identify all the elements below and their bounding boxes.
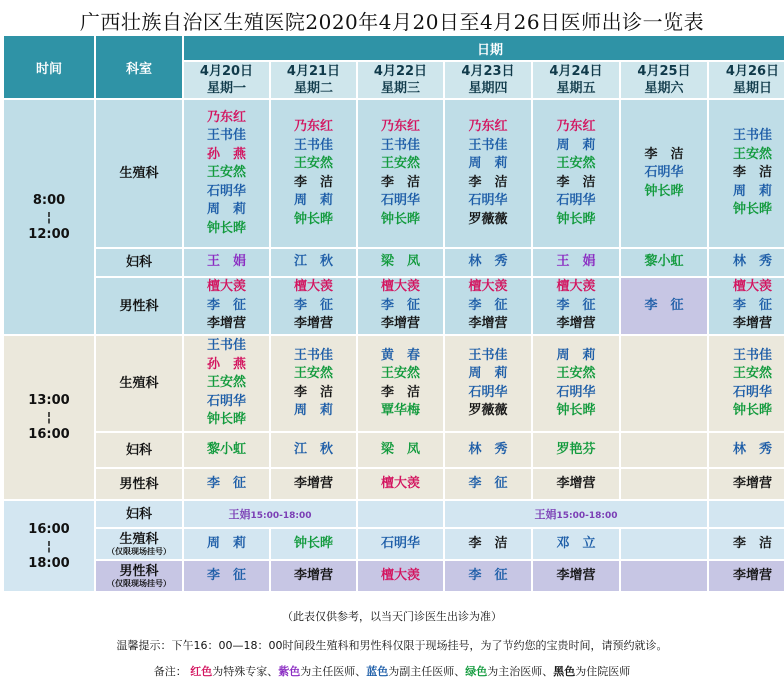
- schedule-cell: [271, 100, 356, 247]
- day-header: [184, 62, 269, 98]
- day-weekday: 星期日: [732, 81, 772, 96]
- doctor-name: 王娟15:00-18:00: [534, 508, 618, 521]
- schedule-cell: [709, 100, 784, 247]
- schedule-cell: [533, 529, 619, 559]
- slot-end: 16:00: [28, 427, 70, 442]
- doctor-name: 周 莉: [206, 535, 246, 551]
- doctor-name: 孙 燕: [206, 146, 246, 162]
- schedule-cell: [184, 529, 269, 559]
- doctor-name: 周 莉: [732, 183, 772, 199]
- dept-gynecology: 妇科: [96, 501, 182, 527]
- doctor-name: 李 洁: [556, 174, 596, 190]
- reference-note: （此表仅供参考，以当天门诊医生出诊为准）: [282, 610, 502, 623]
- doctor-name: 石明华: [380, 193, 420, 208]
- dept-gynecology: 妇科: [96, 249, 182, 276]
- doctor-name: 李 征: [206, 297, 246, 313]
- schedule-cell: [271, 278, 356, 334]
- doctor-name: 檀大羡: [380, 475, 420, 491]
- doctor-name: 钟长晔: [293, 211, 333, 227]
- dept-gynecology: 妇科: [96, 433, 182, 467]
- schedule-cell: [533, 433, 619, 467]
- slot-start: 16:00: [28, 521, 70, 537]
- schedule-cell-empty: [621, 469, 707, 499]
- time-slot-evening: [4, 501, 94, 591]
- doctor-name: 檀大羡: [206, 279, 246, 295]
- time-slot-morning: [4, 100, 94, 334]
- legend-desc: 为住院医师: [575, 665, 631, 678]
- time-header: 时间: [4, 36, 94, 98]
- doctor-name: 李 洁: [732, 535, 772, 551]
- schedule-cell: [533, 336, 619, 431]
- doctor-name: 石明华: [644, 165, 684, 181]
- schedule-cell: [445, 469, 531, 499]
- doctor-name: 覃华梅: [380, 403, 420, 418]
- doctor-name: 黎小虹: [206, 441, 246, 457]
- day-weekday: 星期一: [206, 81, 246, 96]
- slot-start: 8:00: [32, 192, 66, 208]
- schedule-cell: [709, 433, 784, 467]
- doctor-name: 王安然: [380, 156, 420, 171]
- doctor-name: 石明华: [732, 384, 772, 400]
- slot-sep: ¦: [46, 538, 52, 554]
- doctor-name: 李 征: [468, 475, 508, 491]
- schedule-cell: [184, 433, 269, 467]
- doctor-name: 江 秋: [293, 441, 333, 457]
- dept-reproductive: 生殖科: [96, 336, 182, 431]
- time-slot-afternoon: [4, 336, 94, 499]
- schedule-cell: [533, 100, 619, 247]
- doctor-name: 李 征: [206, 567, 246, 583]
- schedule-cell: [445, 561, 531, 591]
- schedule-cell: [184, 249, 269, 276]
- dept-header: 科室: [96, 36, 182, 98]
- doctor-name: 王安然: [380, 366, 420, 381]
- day-date: 4月20日: [199, 64, 254, 79]
- legend-color-label: 紫色: [278, 665, 301, 678]
- onsite-note: （仅限现场挂号）: [107, 546, 171, 556]
- doctor-name: 李 洁: [468, 174, 508, 190]
- doctor-name: 王安然: [293, 156, 333, 171]
- day-date: 4月25日: [637, 64, 691, 79]
- doctor-name: 王安然: [732, 146, 772, 162]
- doctor-name: 王书佳: [293, 137, 333, 153]
- doctor-name: 周 莉: [468, 156, 508, 171]
- doctor-name: 李增营: [206, 316, 246, 332]
- gyn-span-thu-sat: [445, 501, 707, 527]
- doctor-name: 檀大羡: [293, 279, 333, 295]
- doctor-name: 王 娟: [556, 254, 596, 270]
- schedule-cell: [358, 469, 443, 499]
- doctor-name: 钟长晔: [644, 183, 684, 199]
- schedule-cell-empty: [358, 501, 443, 527]
- date-header: 日期: [184, 36, 784, 60]
- schedule-cell: [184, 336, 269, 431]
- day-header: [533, 62, 619, 98]
- doctor-name: 李 征: [556, 297, 596, 313]
- schedule-cell: [184, 561, 269, 591]
- doctor-name: 罗薇薇: [468, 403, 508, 418]
- doctor-name: 林 秀: [468, 441, 508, 457]
- doctor-name: 乃东红: [206, 109, 246, 125]
- schedule-cell: [358, 249, 443, 276]
- doctor-name: 李 征: [293, 297, 333, 313]
- schedule-table: [4, 36, 780, 598]
- doctor-name: 王安然: [206, 165, 246, 181]
- schedule-cell: [358, 561, 443, 591]
- page-title: 广西壮族自治区生殖医院2020年4月20日至4月26日医师出诊一览表: [79, 10, 705, 34]
- doctor-name: 李 征: [380, 297, 420, 313]
- doctor-name: 李增营: [293, 475, 333, 491]
- doctor-name: 钟长晔: [732, 202, 772, 218]
- doctor-name: 钟长晔: [293, 535, 333, 551]
- doctor-name: 王安然: [556, 156, 596, 171]
- doctor-name: 李 征: [206, 475, 246, 491]
- legend-desc: 为特殊专家、: [212, 665, 279, 678]
- schedule-cell: [445, 100, 531, 247]
- doctor-name: 檀大羡: [380, 279, 420, 295]
- day-date: 4月26日: [725, 64, 780, 79]
- schedule-cell: [709, 336, 784, 431]
- gyn-span-mon-tue: [184, 501, 356, 527]
- schedule-cell: [445, 336, 531, 431]
- schedule-cell: [184, 100, 269, 247]
- doctor-name: 李 洁: [293, 384, 333, 400]
- doctor-name: 石明华: [468, 384, 508, 400]
- schedule-cell: [184, 469, 269, 499]
- doctor-name: 罗艳芬: [556, 441, 596, 457]
- schedule-cell: [271, 336, 356, 431]
- schedule-cell-empty: [621, 336, 707, 431]
- schedule-cell: [621, 100, 707, 247]
- doctor-name: 王书佳: [732, 128, 772, 144]
- doctor-name: 王安然: [206, 375, 246, 391]
- doctor-name: 王书佳: [380, 137, 420, 153]
- day-weekday: 星期四: [468, 81, 508, 96]
- doctor-name: 梁 凤: [380, 254, 420, 270]
- slot-sep: ¦: [46, 410, 52, 425]
- doctor-name: 李 征: [644, 297, 684, 313]
- schedule-cell: [271, 469, 356, 499]
- doctor-name: 梁 凤: [380, 441, 420, 457]
- slot-end: 18:00: [28, 555, 70, 571]
- doctor-name: 周 莉: [556, 347, 596, 363]
- dept-reproductive: 生殖科: [96, 100, 182, 247]
- legend-prefix: 备注：: [153, 665, 187, 678]
- day-date: 4月22日: [373, 64, 428, 79]
- doctor-name: 李 洁: [293, 174, 333, 190]
- tip-note: 温馨提示：下午16：00—18：00时间段生殖科和男性科仅限于现场挂号，为了节约您的宝贵时间，请预约就诊。: [116, 639, 668, 652]
- doctor-name: 李增营: [293, 316, 333, 332]
- doctor-name: 王书佳: [206, 338, 246, 354]
- doctor-name: 檀大羡: [732, 279, 772, 295]
- onsite-note: （仅限现场挂号）: [107, 578, 171, 588]
- schedule-cell: [621, 278, 707, 334]
- legend-color-label: 红色: [190, 665, 213, 678]
- legend-color-label: 绿色: [465, 665, 488, 678]
- doctor-name: 王 娟: [206, 254, 246, 270]
- doctor-name: 江 秋: [293, 254, 333, 270]
- schedule-cell: [271, 433, 356, 467]
- doctor-name: 石明华: [556, 193, 596, 208]
- day-header: [621, 62, 707, 98]
- doctor-name: 李 征: [468, 297, 508, 313]
- schedule-cell: [533, 469, 619, 499]
- day-header: [709, 62, 784, 98]
- schedule-cell-empty: [621, 529, 707, 559]
- schedule-cell: [533, 561, 619, 591]
- doctor-name: 李增营: [468, 316, 508, 332]
- doctor-name: 王安然: [293, 366, 333, 381]
- doctor-name: 李增营: [380, 316, 420, 332]
- schedule-cell: [358, 278, 443, 334]
- doctor-name: 周 莉: [293, 403, 333, 418]
- doctor-name: 李增营: [556, 475, 596, 491]
- legend-desc: 为副主任医师、: [388, 665, 466, 678]
- schedule-cell: [621, 249, 707, 276]
- schedule-cell: [709, 529, 784, 559]
- doctor-name: 林 秀: [732, 254, 772, 270]
- legend-color-label: 蓝色: [366, 665, 389, 678]
- day-date: 4月23日: [461, 64, 515, 79]
- schedule-cell: [358, 433, 443, 467]
- doctor-name: 李增营: [732, 567, 772, 583]
- doctor-name: 李 征: [468, 567, 508, 583]
- doctor-name: 乃东红: [468, 119, 508, 134]
- doctor-name: 王书佳: [732, 347, 772, 363]
- doctor-name: 罗薇薇: [468, 211, 508, 227]
- day-weekday: 星期二: [293, 81, 333, 96]
- doctor-name: 周 莉: [293, 193, 333, 208]
- schedule-cell-empty: [621, 561, 707, 591]
- doctor-name: 王书佳: [468, 137, 508, 153]
- doctor-name: 钟长晔: [380, 211, 420, 227]
- schedule-cell: [709, 561, 784, 591]
- dept-label: 男性科: [119, 563, 159, 579]
- schedule-cell: [271, 249, 356, 276]
- day-header: [358, 62, 443, 98]
- day-date: 4月21日: [286, 64, 341, 79]
- dept-label: 生殖科: [119, 531, 159, 547]
- doctor-name: 林 秀: [732, 441, 772, 457]
- doctor-name: 李 洁: [644, 146, 684, 162]
- doctor-name: 李增营: [556, 567, 596, 583]
- day-header: [271, 62, 356, 98]
- dept-andrology: 男性科: [96, 278, 182, 334]
- slot-end: 12:00: [28, 226, 70, 242]
- doctor-name: 李增营: [293, 567, 333, 583]
- day-header: [445, 62, 531, 98]
- schedule-cell: [358, 336, 443, 431]
- dept-andrology-onsite: [96, 561, 182, 591]
- doctor-name: 王娟15:00-18:00: [228, 508, 312, 521]
- doctor-name: 檀大羡: [468, 279, 508, 295]
- doctor-name: 檀大羡: [556, 279, 596, 295]
- doctor-name: 李增营: [556, 316, 596, 332]
- doctor-name: 乃东红: [380, 119, 420, 134]
- day-date: 4月24日: [549, 64, 603, 79]
- schedule-cell: [709, 278, 784, 334]
- day-weekday: 星期六: [644, 81, 684, 96]
- legend-desc: 为主治医师、: [487, 665, 554, 678]
- doctor-name: 王书佳: [206, 128, 246, 144]
- doctor-name: 乃东红: [556, 119, 596, 134]
- schedule-cell: [533, 278, 619, 334]
- doctor-name: 王书佳: [293, 347, 333, 363]
- doctor-name: 石明华: [206, 393, 246, 409]
- doctor-name: 石明华: [380, 535, 420, 551]
- doctor-name: 钟长晔: [556, 211, 596, 227]
- doctor-name: 周 莉: [556, 137, 596, 153]
- doctor-name: 钟长晔: [206, 412, 246, 428]
- day-weekday: 星期三: [380, 81, 420, 96]
- schedule-cell-empty: [709, 501, 784, 527]
- slot-start: 13:00: [28, 393, 70, 408]
- doctor-name: 黄 春: [380, 347, 420, 363]
- doctor-name: 钟长晔: [206, 220, 246, 236]
- doctor-name: 李 洁: [380, 174, 420, 190]
- schedule-cell: [709, 469, 784, 499]
- legend-desc: 为主任医师、: [300, 665, 367, 678]
- schedule-cell-empty: [621, 433, 707, 467]
- doctor-name: 李增营: [732, 316, 772, 332]
- schedule-cell: [709, 249, 784, 276]
- doctor-name: 王书佳: [468, 347, 508, 363]
- color-legend: [0, 663, 784, 679]
- schedule-cell: [271, 561, 356, 591]
- doctor-name: 黎小虹: [644, 254, 684, 270]
- doctor-name: 石明华: [556, 384, 596, 400]
- slot-sep: ¦: [46, 209, 52, 225]
- dept-reproductive-onsite: [96, 529, 182, 559]
- doctor-name: 周 莉: [468, 366, 508, 381]
- doctor-name: 王安然: [732, 366, 772, 381]
- doctor-name: 周 莉: [206, 202, 246, 218]
- doctor-name: 钟长晔: [732, 403, 772, 418]
- doctor-name: 孙 燕: [206, 356, 246, 372]
- day-weekday: 星期五: [556, 81, 596, 96]
- doctor-name: 李 洁: [468, 535, 508, 551]
- schedule-cell: [184, 278, 269, 334]
- doctor-name: 李 洁: [380, 384, 420, 400]
- doctor-name: 邓 立: [556, 535, 596, 551]
- doctor-name: 李 洁: [732, 165, 772, 181]
- doctor-name: 林 秀: [468, 254, 508, 270]
- doctor-name: 李 征: [732, 297, 772, 313]
- schedule-cell: [445, 278, 531, 334]
- schedule-cell: [445, 433, 531, 467]
- schedule-cell: [271, 529, 356, 559]
- doctor-name: 石明华: [206, 183, 246, 199]
- dept-andrology: 男性科: [96, 469, 182, 499]
- doctor-name: 乃东红: [293, 119, 333, 134]
- schedule-cell: [445, 249, 531, 276]
- doctor-name: 檀大羡: [380, 567, 420, 583]
- schedule-cell: [358, 100, 443, 247]
- schedule-cell: [445, 529, 531, 559]
- doctor-name: 李增营: [732, 475, 772, 491]
- doctor-name: 王安然: [556, 366, 596, 381]
- schedule-cell: [533, 249, 619, 276]
- doctor-name: 石明华: [468, 193, 508, 208]
- doctor-name: 钟长晔: [556, 403, 596, 418]
- legend-color-label: 黑色: [553, 665, 576, 678]
- schedule-cell: [358, 529, 443, 559]
